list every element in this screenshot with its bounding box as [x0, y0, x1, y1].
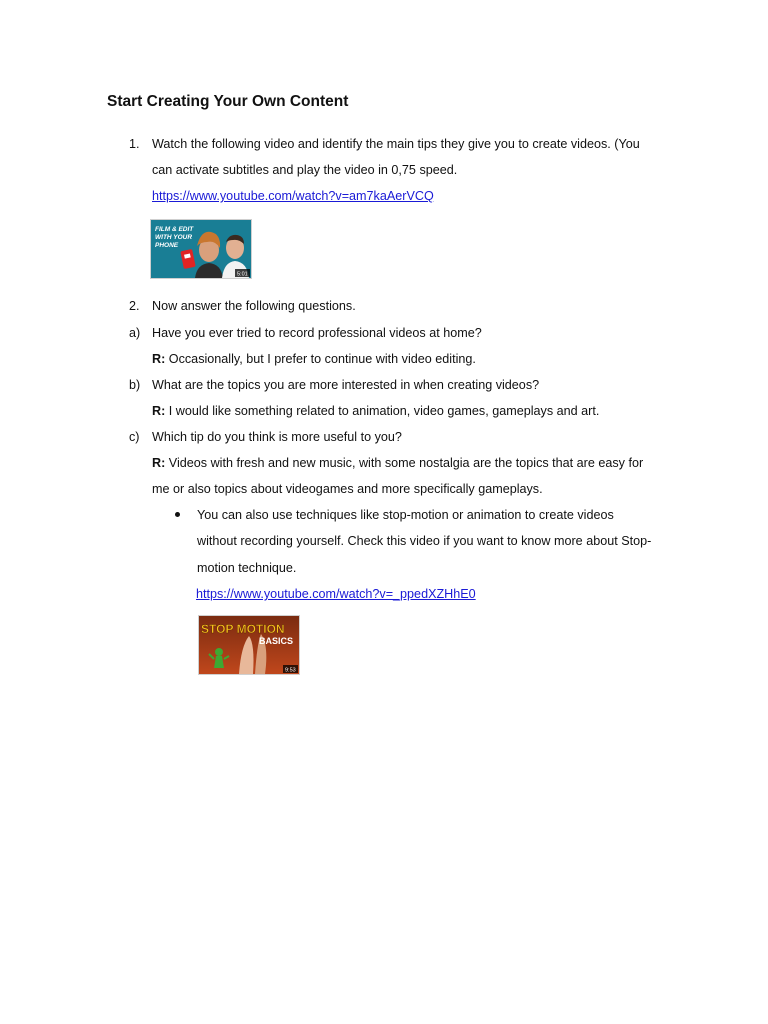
thumb1-duration: 5:01 [237, 271, 248, 278]
question-marker-a: a) [129, 326, 141, 340]
answer-label: R: [152, 352, 166, 366]
thumb1-caption-line2: WITH YOUR [155, 234, 193, 241]
thumb2-title-top: STOP MOTION [201, 622, 285, 636]
answer-c-text-1: Videos with fresh and new music, with some nostalgia are the topics that are easy for [168, 456, 644, 470]
answer-label: R: [152, 404, 166, 418]
video-thumbnail-2[interactable] [198, 615, 300, 675]
question-marker-c: c) [129, 430, 140, 444]
answer-b [152, 403, 599, 419]
bullet-line3: motion technique. [197, 561, 297, 575]
thumbnail-1-graphic [151, 220, 251, 278]
item2-text: Now answer the following questions. [152, 299, 356, 313]
question-a: Have you ever tried to record professional videos at home? [152, 326, 482, 340]
video-link-1[interactable]: https://www.youtube.com/watch?v=am7kaAerVCQ [152, 189, 434, 203]
bullet-line1: You can also use techniques like stop-motion or animation to create videos [197, 508, 614, 522]
video-thumbnail-1[interactable] [150, 219, 252, 279]
thumbnail-2-graphic [199, 616, 299, 674]
question-b: What are the topics you are more interested in when creating videos? [152, 378, 540, 392]
bullet-icon [175, 512, 180, 517]
video-link-2[interactable]: https://www.youtube.com/watch?v=_ppedXZHhE0 [196, 587, 476, 601]
item1-text-line1: Watch the following video and identify the main tips they give you to create videos. (You [152, 137, 640, 151]
answer-c-line1 [152, 455, 643, 471]
answer-b-text: I would like something related to animation, video games, gameplays and art. [168, 404, 600, 418]
item1-text-line2: can activate subtitles and play the video in 0,75 speed. [152, 163, 458, 177]
list-marker-1: 1. [129, 137, 140, 151]
thumb1-caption-line3: PHONE [155, 242, 179, 249]
answer-a [152, 351, 476, 367]
answer-a-text: Occasionally, but I prefer to continue with video editing. [168, 352, 476, 366]
thumb2-title-bottom: BASICS [259, 636, 294, 646]
thumb1-caption-line1: FILM & EDIT [155, 226, 194, 233]
thumb2-duration: 9:53 [285, 667, 296, 674]
question-marker-b: b) [129, 378, 141, 392]
clay-figure-icon [215, 648, 223, 656]
bullet-line2: without recording yourself. Check this video if you want to know more about Stop- [197, 534, 652, 548]
document-title: Start Creating Your Own Content [107, 93, 349, 110]
answer-label: R: [152, 456, 166, 470]
list-marker-2: 2. [129, 299, 140, 313]
question-c: Which tip do you think is more useful to you? [152, 430, 402, 444]
answer-c-line2: me or also topics about videogames and more specifically gameplays. [152, 482, 543, 496]
